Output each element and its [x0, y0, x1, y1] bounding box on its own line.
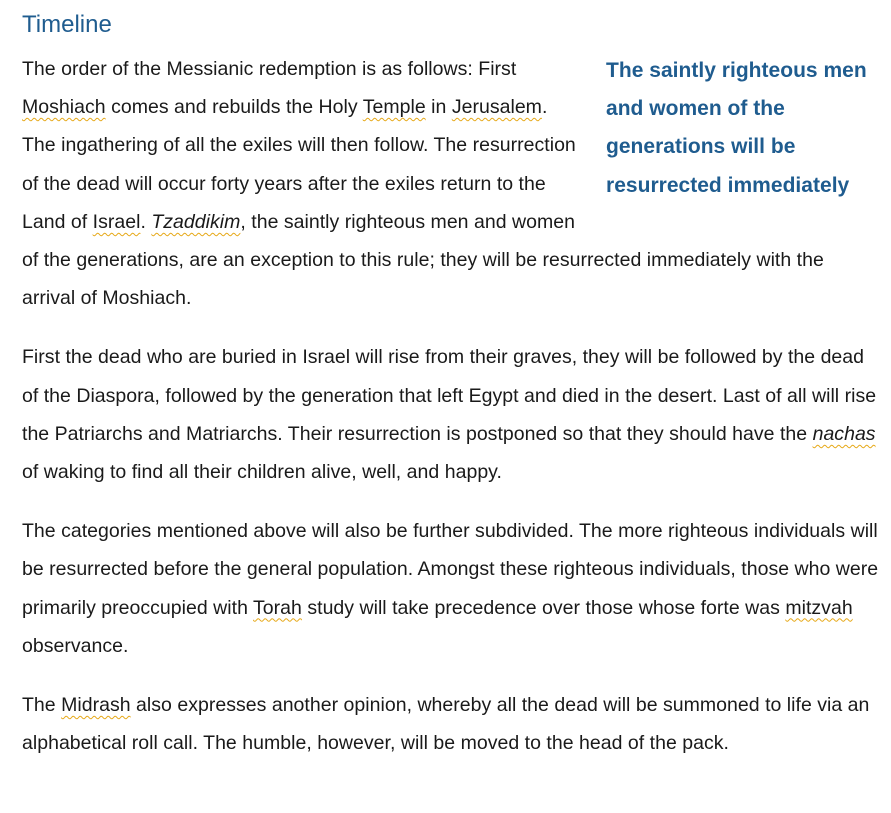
paragraph-midrash-opinion — [22, 686, 880, 762]
glossary-link-israel[interactable]: Israel — [92, 210, 141, 233]
glossary-link-torah[interactable]: Torah — [253, 596, 302, 619]
pull-quote: The saintly righteous men and women of the generations will be resurrected immediately — [606, 59, 867, 197]
glossary-link-mitzvah[interactable]: mitzvah — [785, 596, 853, 619]
glossary-link-midrash[interactable]: Midrash — [61, 694, 131, 717]
glossary-link-nachas[interactable]: nachas — [812, 422, 876, 445]
paragraph-subdivisions — [22, 512, 880, 665]
glossary-link-temple[interactable]: Temple — [362, 96, 426, 119]
paragraph-text: The — [22, 694, 62, 717]
glossary-link-tzaddikim[interactable]: Tzaddikim — [151, 210, 241, 233]
paragraph-text: also expresses another opinion, whereby all the dead will be summoned to life via an alphabetical roll call. The humble, however, will be moved to the head of the pack. — [22, 694, 870, 755]
paragraph-text: study will take precedence over those whose forte was — [301, 596, 786, 619]
paragraph-text: of waking to find all their children alive, well, and happy. — [22, 461, 502, 484]
paragraph-text: The categories mentioned above will also be further subdivided. The more righteous individuals will be resurrected before the general population. Amongst these righteous individuals, those who were primarily preoccupied with — [22, 520, 879, 619]
article-body — [22, 0, 880, 783]
paragraph-text: observance. — [22, 634, 129, 657]
glossary-link-jerusalem[interactable]: Jerusalem — [451, 96, 542, 119]
glossary-link-moshiach[interactable]: Moshiach — [22, 96, 106, 119]
paragraph-order-of-redemption — [22, 50, 880, 317]
paragraph-text: , the saintly righteous men and women of the generations, are an exception to this rule; they will be resurrected immediately with the arrival of Moshiach. — [22, 210, 824, 310]
section-heading: Timeline — [22, 11, 112, 38]
paragraph-text: . The ingathering of all the exiles will then follow. The resurrection of the dead will occur forty years after the exiles return to the Land of — [22, 96, 576, 233]
paragraph-text: in — [425, 96, 452, 119]
paragraph-text: First the dead who are buried in Israel will rise from their graves, they will be followed by the dead of the Diaspora, followed by the generation that left Egypt and died in the desert. Last of all will rise the Patriarchs and Matriarchs. Their resurrection is postponed so that they should have the — [22, 346, 877, 445]
paragraph-text: comes and rebuilds the Holy — [105, 96, 363, 119]
paragraph-text: . — [140, 210, 152, 233]
paragraph-order-of-rising — [22, 338, 880, 491]
paragraph-text: The order of the Messianic redemption is as follows: First — [22, 58, 517, 80]
